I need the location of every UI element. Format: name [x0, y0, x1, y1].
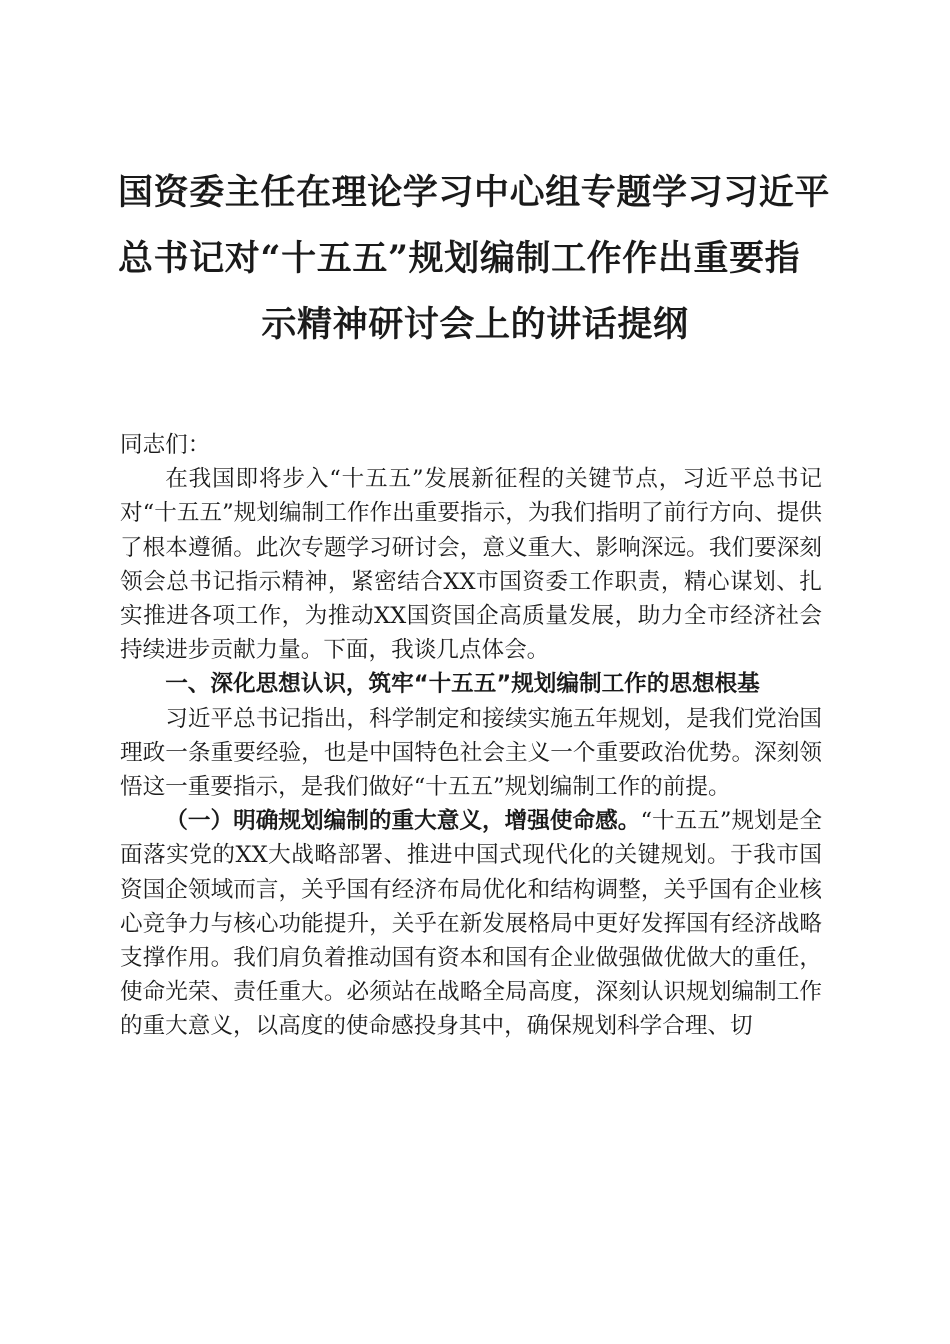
title-line-2: 总书记对“十五五”规划编制工作作出重要指 — [118, 238, 801, 279]
section-1-heading: 一、深化思想认识，筑牢“十五五”规划编制工作的思想根基 — [165, 671, 760, 698]
salutation: 同志们： — [120, 432, 211, 458]
section-1-paragraph: 习近平总书记指出，科学制定和接续实施五年规划，是我们党治国理政一条重要经验，也是中国特色社会主义一个重要政治优势。深刻领悟这一重要指示，是我们做好“十五五”规划编制工作的前提。 — [120, 705, 822, 801]
subsection-1-paragraph — [120, 804, 822, 1043]
title-line-3: 示精神研讨会上的讲话提纲 — [261, 304, 689, 345]
subsection-1-text: “十五五”规划是全面落实党的XX大战略部署、推进中国式现代化的关键规划。于我市国资国企领域而言，关乎国有经济布局优化和结构调整，关乎国有企业核心竞争力与核心功能提升，关乎在新发展格局中更好发挥国有经济战略支撑作用。我们肩负着推动国有资本和国有企业做强做优做大的重任，使命光荣、责任重大。必须站在战略全局高度，深刻认识规划编制工作的重大意义，以高度的使命感投身其中，确保规划科学合理、切 — [120, 808, 822, 1040]
document-title — [118, 160, 832, 358]
subsection-1-lead: （一）明确规划编制的重大意义，增强使命感。 — [165, 808, 641, 835]
document-body — [120, 428, 822, 1044]
title-line-1: 国资委主任在理论学习中心组专题学习习近平 — [118, 172, 831, 213]
intro-paragraph: 在我国即将步入“十五五”发展新征程的关键节点，习近平总书记对“十五五”规划编制工作作出重要指示，为我们指明了前行方向、提供了根本遵循。此次专题学习研讨会，意义重大、影响深远。我们要深刻领会总书记指示精神，紧密结合XX市国资委工作职责，精心谋划、扎实推进各项工作，为推动XX国资国企高质量发展，助力全市经济社会持续进步贡献力量。下面，我谈几点体会。 — [120, 466, 822, 664]
